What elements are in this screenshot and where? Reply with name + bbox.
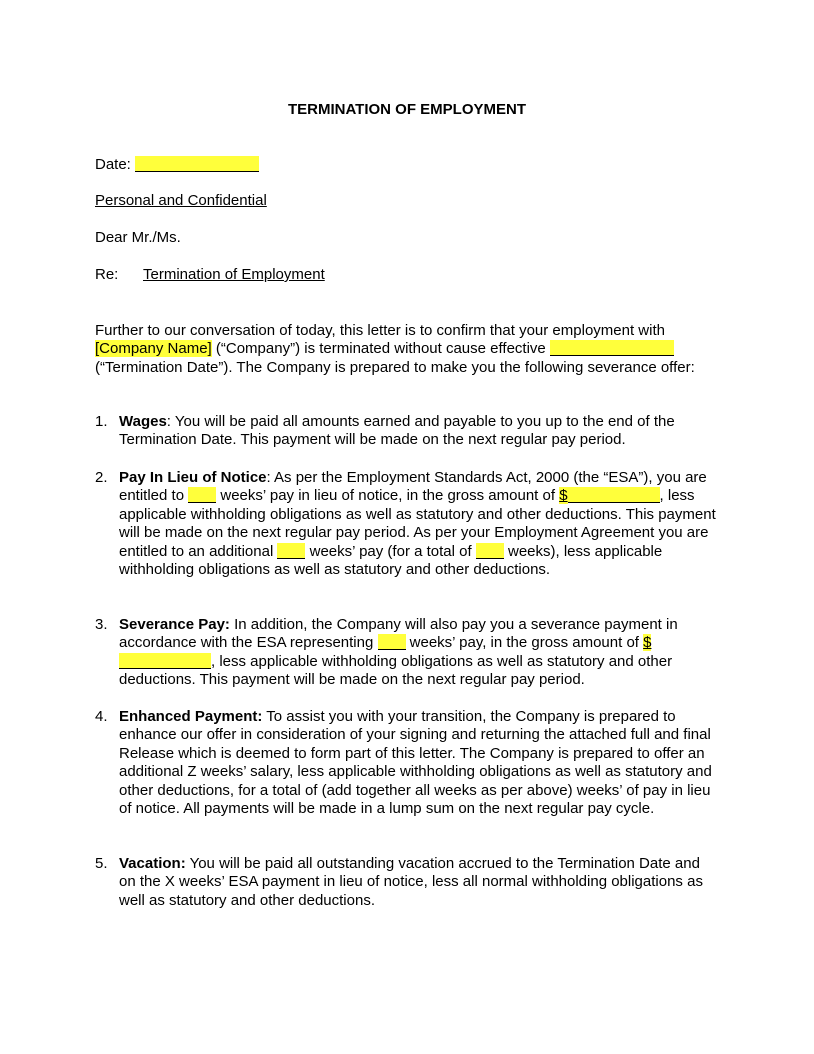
item-text: You will be paid all outstanding vacation accrued to the Termination Date and on the X weeks’ ESA payment in lieu of notice, less all normal withholding obligations as well as statutory and other deductions. [119, 855, 703, 909]
item-text: In addition, the Company will also pay you a severance payment in accordance with the ESA representing [119, 616, 678, 652]
date-blank-field[interactable] [135, 156, 259, 172]
additional-weeks-blank-field[interactable] [277, 543, 305, 559]
dollar-sign: $ [559, 487, 568, 505]
item-text: , less applicable withholding obligations as well as statutory and other deductions. This payment will be made on the next regular pay period. As per your Employment Agreement you are entitled to an additional [119, 487, 716, 560]
severance-weeks-blank-field[interactable] [378, 634, 406, 650]
salutation: Dear Mr./Ms. [95, 229, 181, 246]
item-text: weeks), less applicable withholding obligations as well as statutory and other deductions. [119, 542, 663, 579]
item-text: weeks’ pay (for a total of [305, 542, 476, 560]
dollar-sign: $ [643, 634, 652, 652]
item-text: To assist you with your transition, the Company is prepared to enhance our offer in consideration of your signing and returning the attached full and final Release which is deemed to form part of this letter. The Company is prepared to offer an additional Z weeks’ salary, less applicable withholding obligations as well as statutory and other deductions, for a total of (add together all weeks as per above) weeks’ of pay in lieu of notice. All payments will be made in a lump sum on the next regular pay cycle. [119, 708, 712, 818]
document-title: TERMINATION OF EMPLOYMENT [287, 101, 527, 118]
notice-amount-blank-field[interactable] [568, 487, 660, 503]
list-item [95, 708, 719, 818]
list-item [95, 469, 719, 579]
re-line [95, 266, 325, 284]
total-weeks-blank-field[interactable] [476, 543, 504, 559]
intro-text-3: (“Termination Date”). The Company is prepared to make you the following severance offer: [95, 358, 695, 376]
date-line [95, 156, 259, 174]
item-text: , less applicable withholding obligations as well as statutory and other deductions. This payment will be made on the next regular pay period. [119, 652, 673, 689]
item-heading: Vacation: [119, 855, 186, 872]
item-text: weeks’ pay, in the gross amount of [405, 634, 644, 652]
item-heading: Enhanced Payment: [119, 708, 263, 725]
list-item [95, 413, 719, 450]
company-name-placeholder[interactable]: [Company Name] [95, 340, 212, 358]
list-item [95, 855, 719, 910]
intro-text-2: (“Company”) is terminated without cause effective [211, 340, 550, 358]
re-subject: Termination of Employment [143, 266, 325, 283]
item-text: : You will be paid all amounts earned and payable to you up to the end of the Termination Date. This payment will be made on the next regular pay period. [119, 413, 675, 449]
intro-text-1: Further to our conversation of today, this letter is to confirm that your employment with [95, 322, 665, 339]
date-label: Date: [95, 156, 131, 173]
item-heading: Pay In Lieu of Notice [119, 469, 267, 486]
notice-weeks-blank-field[interactable] [188, 487, 216, 503]
severance-amount-blank-field[interactable] [119, 653, 211, 669]
item-number: 1. [95, 413, 108, 430]
re-label: Re: [95, 266, 119, 283]
item-heading: Wages [119, 413, 167, 430]
item-text: : As per the Employment Standards Act, 2000 (the “ESA”), you are entitled to [119, 469, 707, 505]
item-number: 5. [95, 855, 108, 872]
list-item [95, 616, 719, 690]
item-number: 2. [95, 469, 108, 486]
item-number: 3. [95, 616, 108, 633]
item-text: weeks’ pay in lieu of notice, in the gross amount of [216, 487, 560, 505]
item-number: 4. [95, 708, 108, 725]
effective-date-blank-field[interactable] [550, 340, 674, 356]
confidential-heading: Personal and Confidential [95, 192, 267, 209]
intro-paragraph [95, 322, 717, 377]
item-heading: Severance Pay: [119, 616, 230, 633]
